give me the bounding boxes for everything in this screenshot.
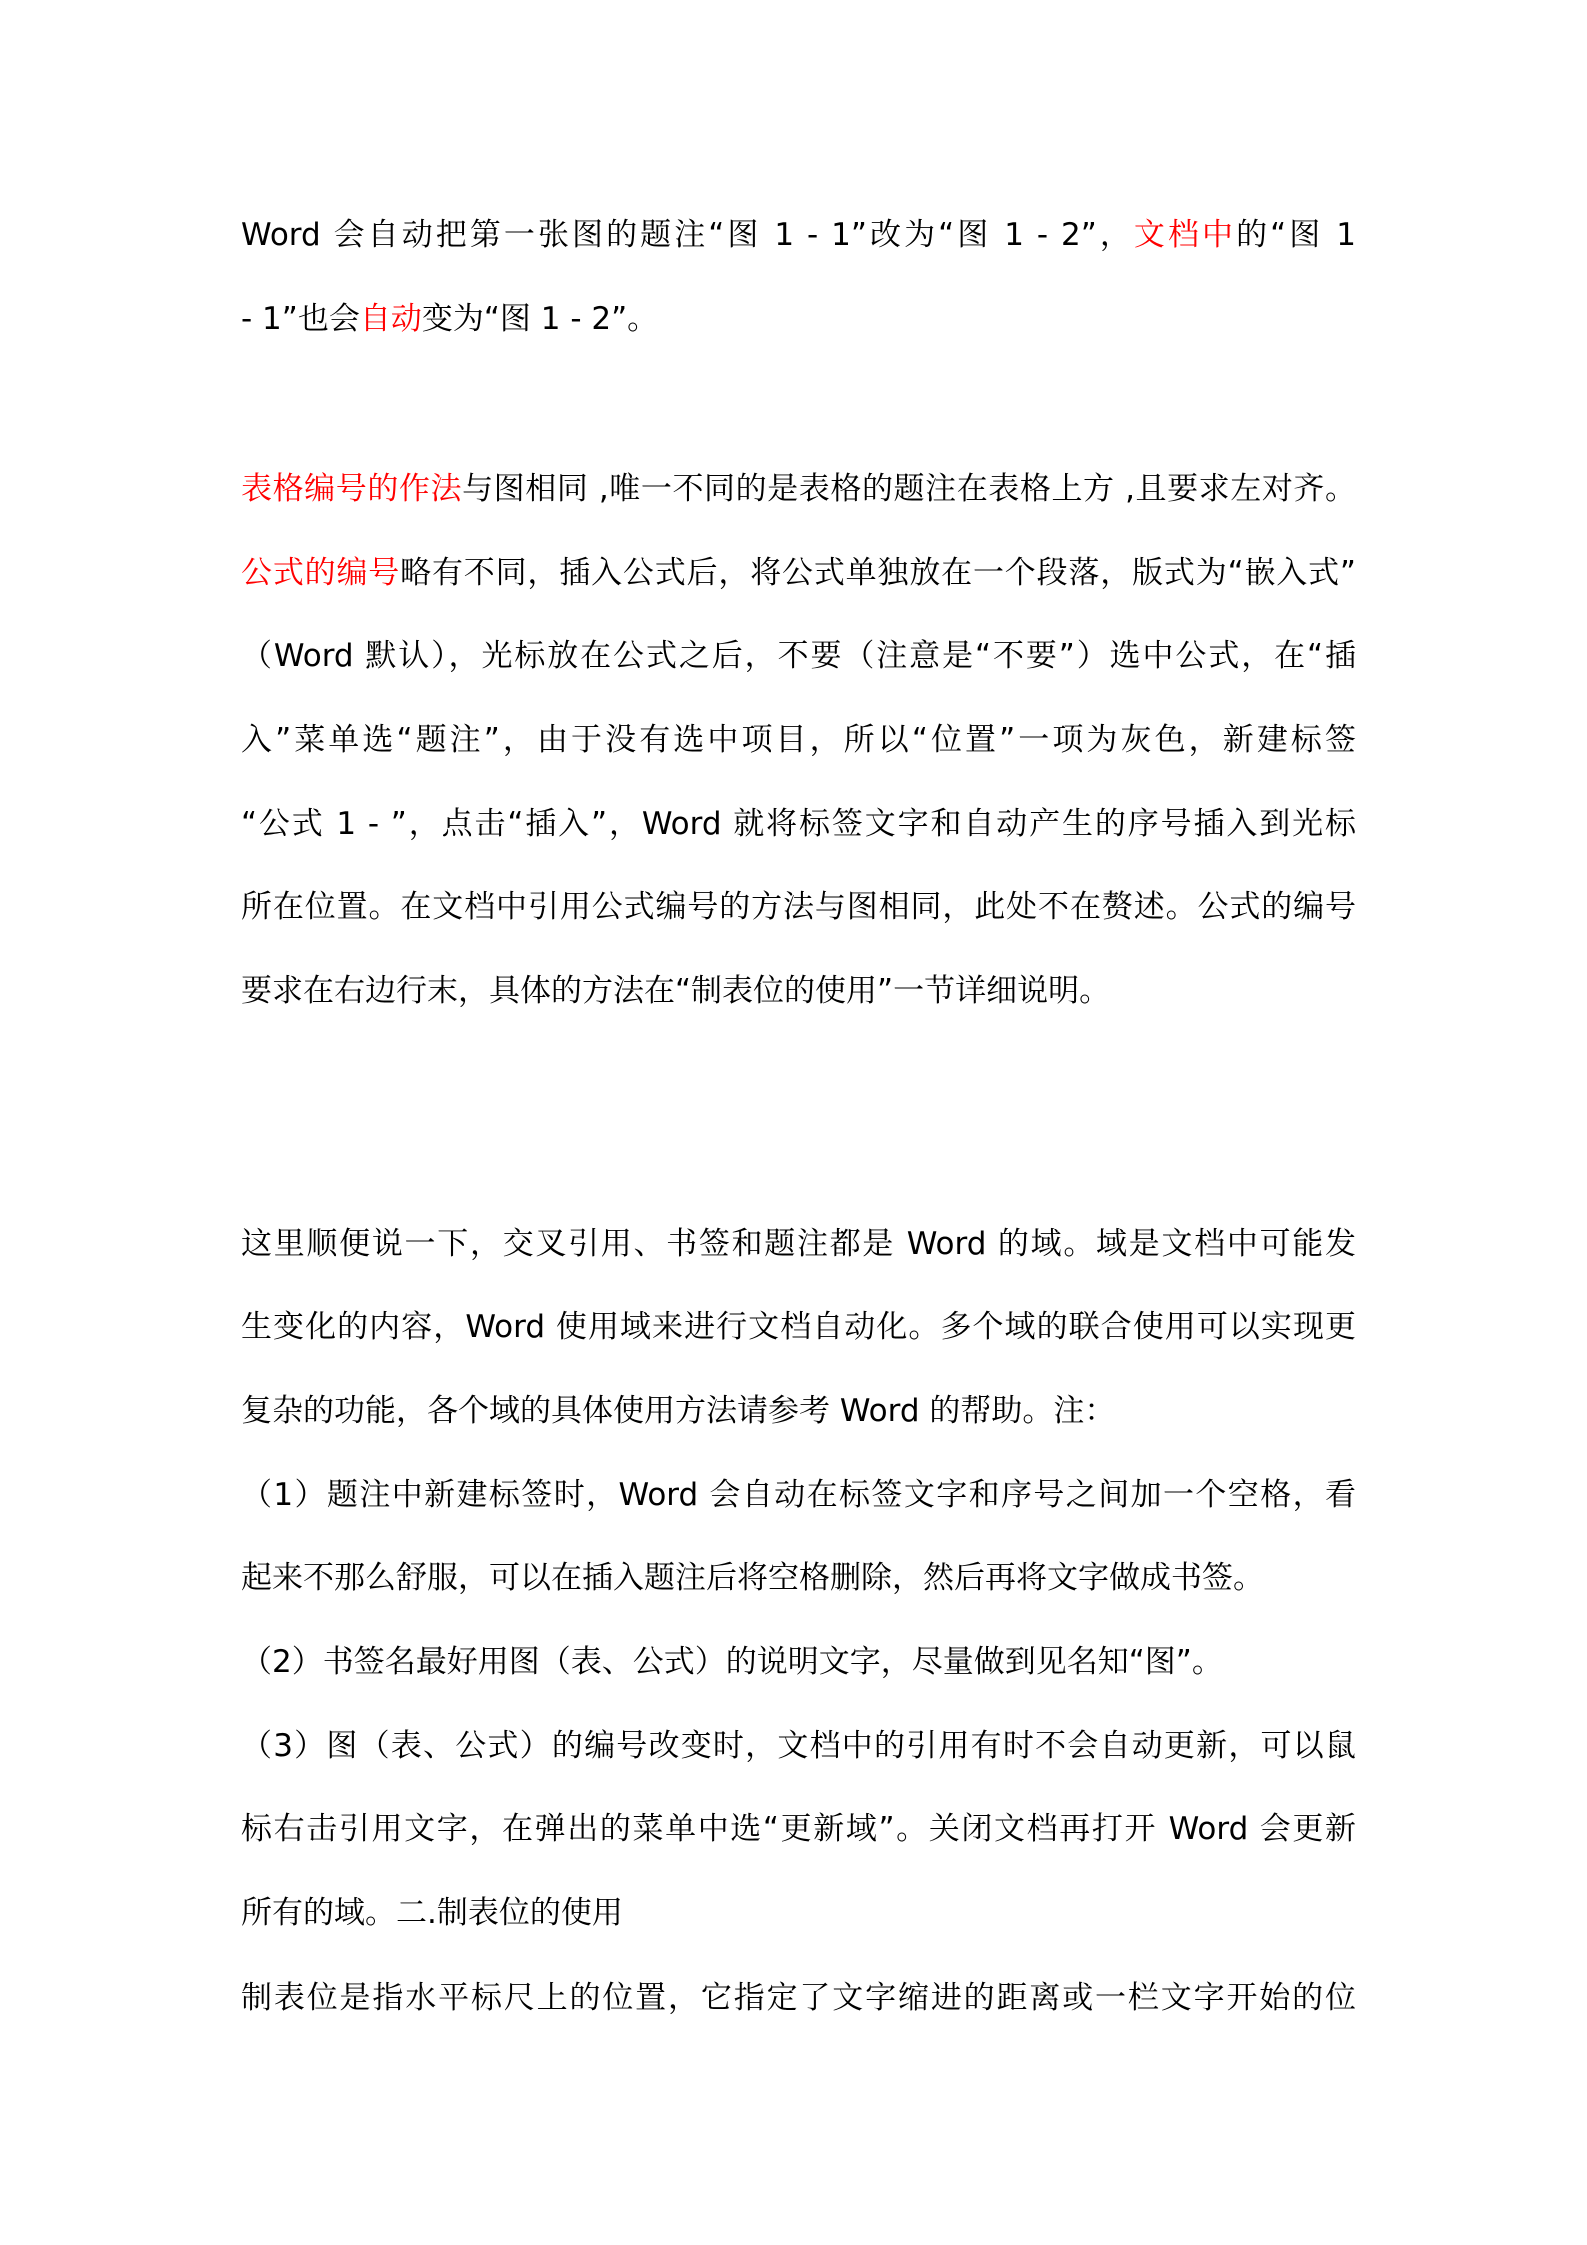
text-segment: 复杂的功能，各个域的具体使用方法请参考 Word 的帮助。注：	[241, 1393, 1116, 1429]
text-segment: “公式 1 - ”，点击“插入”，Word 就将标签文字和自动产生的序号插入到光标	[241, 806, 1356, 842]
text-line	[241, 969, 1356, 1013]
text-segment: （Word 默认），光标放在公式之后，不要（注意是“不要”）选中公式，在“插	[241, 638, 1356, 674]
text-segment: 制表位是指水平标尺上的位置，它指定了文字缩进的距离或一栏文字开始的位	[241, 1980, 1356, 2016]
text-segment: 起来不那么舒服，可以在插入题注后将空格删除，然后再将文字做成书签。	[241, 1560, 1264, 1596]
text-line	[241, 634, 1356, 678]
text-line	[241, 1222, 1356, 1266]
text-line	[241, 1807, 1356, 1851]
text-line	[241, 467, 1356, 511]
text-line	[241, 1640, 1356, 1684]
text-segment: 所有的域。二.制表位的使用	[241, 1895, 623, 1931]
text-segment: 与图相同 ,唯一不同的是表格的题注在表格上方 ,且要求左对齐。	[462, 471, 1357, 507]
text-segment: 略有不同，插入公式后，将公式单独放在一个段落，版式为“嵌入式”	[400, 555, 1356, 591]
text-segment: （2）书签名最好用图（表、公式）的说明文字，尽量做到见名知“图”。	[241, 1644, 1223, 1680]
text-segment: （1）题注中新建标签时，Word 会自动在标签文字和序号之间加一个空格，看	[241, 1477, 1356, 1513]
highlighted-text: 表格编号的作法	[241, 471, 463, 507]
text-line	[241, 1556, 1356, 1600]
text-segment: 的“图 1	[1236, 217, 1357, 253]
text-segment: 变为“图 1 - 2”。	[421, 301, 659, 337]
highlighted-text: 自动	[359, 301, 422, 337]
highlighted-text: 公式的编号	[241, 555, 401, 591]
text-line	[241, 551, 1356, 595]
text-line	[241, 1473, 1356, 1517]
text-line	[241, 1389, 1356, 1433]
text-segment: 标右击引用文字，在弹出的菜单中选“更新域”。关闭文档再打开 Word 会更新	[241, 1811, 1356, 1847]
text-line	[241, 1891, 1356, 1935]
text-segment: （3）图（表、公式）的编号改变时，文档中的引用有时不会自动更新，可以鼠	[241, 1728, 1356, 1764]
text-segment: Word 会自动把第一张图的题注“图 1 - 1”改为“图 1 - 2”，	[241, 217, 1134, 253]
text-line	[241, 1976, 1356, 2020]
text-segment: 要求在右边行末，具体的方法在“制表位的使用”一节详细说明。	[241, 973, 1111, 1009]
text-line	[241, 213, 1356, 257]
text-segment: 这里顺便说一下，交叉引用、书签和题注都是 Word 的域。域是文档中可能发	[241, 1226, 1356, 1262]
text-line	[241, 1724, 1356, 1768]
text-segment: 入”菜单选“题注”，由于没有选中项目，所以“位置”一项为灰色，新建标签	[241, 722, 1356, 758]
highlighted-text: 文档中	[1133, 217, 1237, 253]
text-segment: 所在位置。在文档中引用公式编号的方法与图相同，此处不在赘述。公式的编号	[241, 889, 1356, 925]
text-line	[241, 718, 1356, 762]
text-line	[241, 1305, 1356, 1349]
text-line	[241, 297, 1356, 341]
text-segment: 生变化的内容，Word 使用域来进行文档自动化。多个域的联合使用可以实现更	[241, 1309, 1356, 1345]
text-line	[241, 885, 1356, 929]
text-line	[241, 802, 1356, 846]
text-segment: - 1”也会	[241, 301, 360, 337]
